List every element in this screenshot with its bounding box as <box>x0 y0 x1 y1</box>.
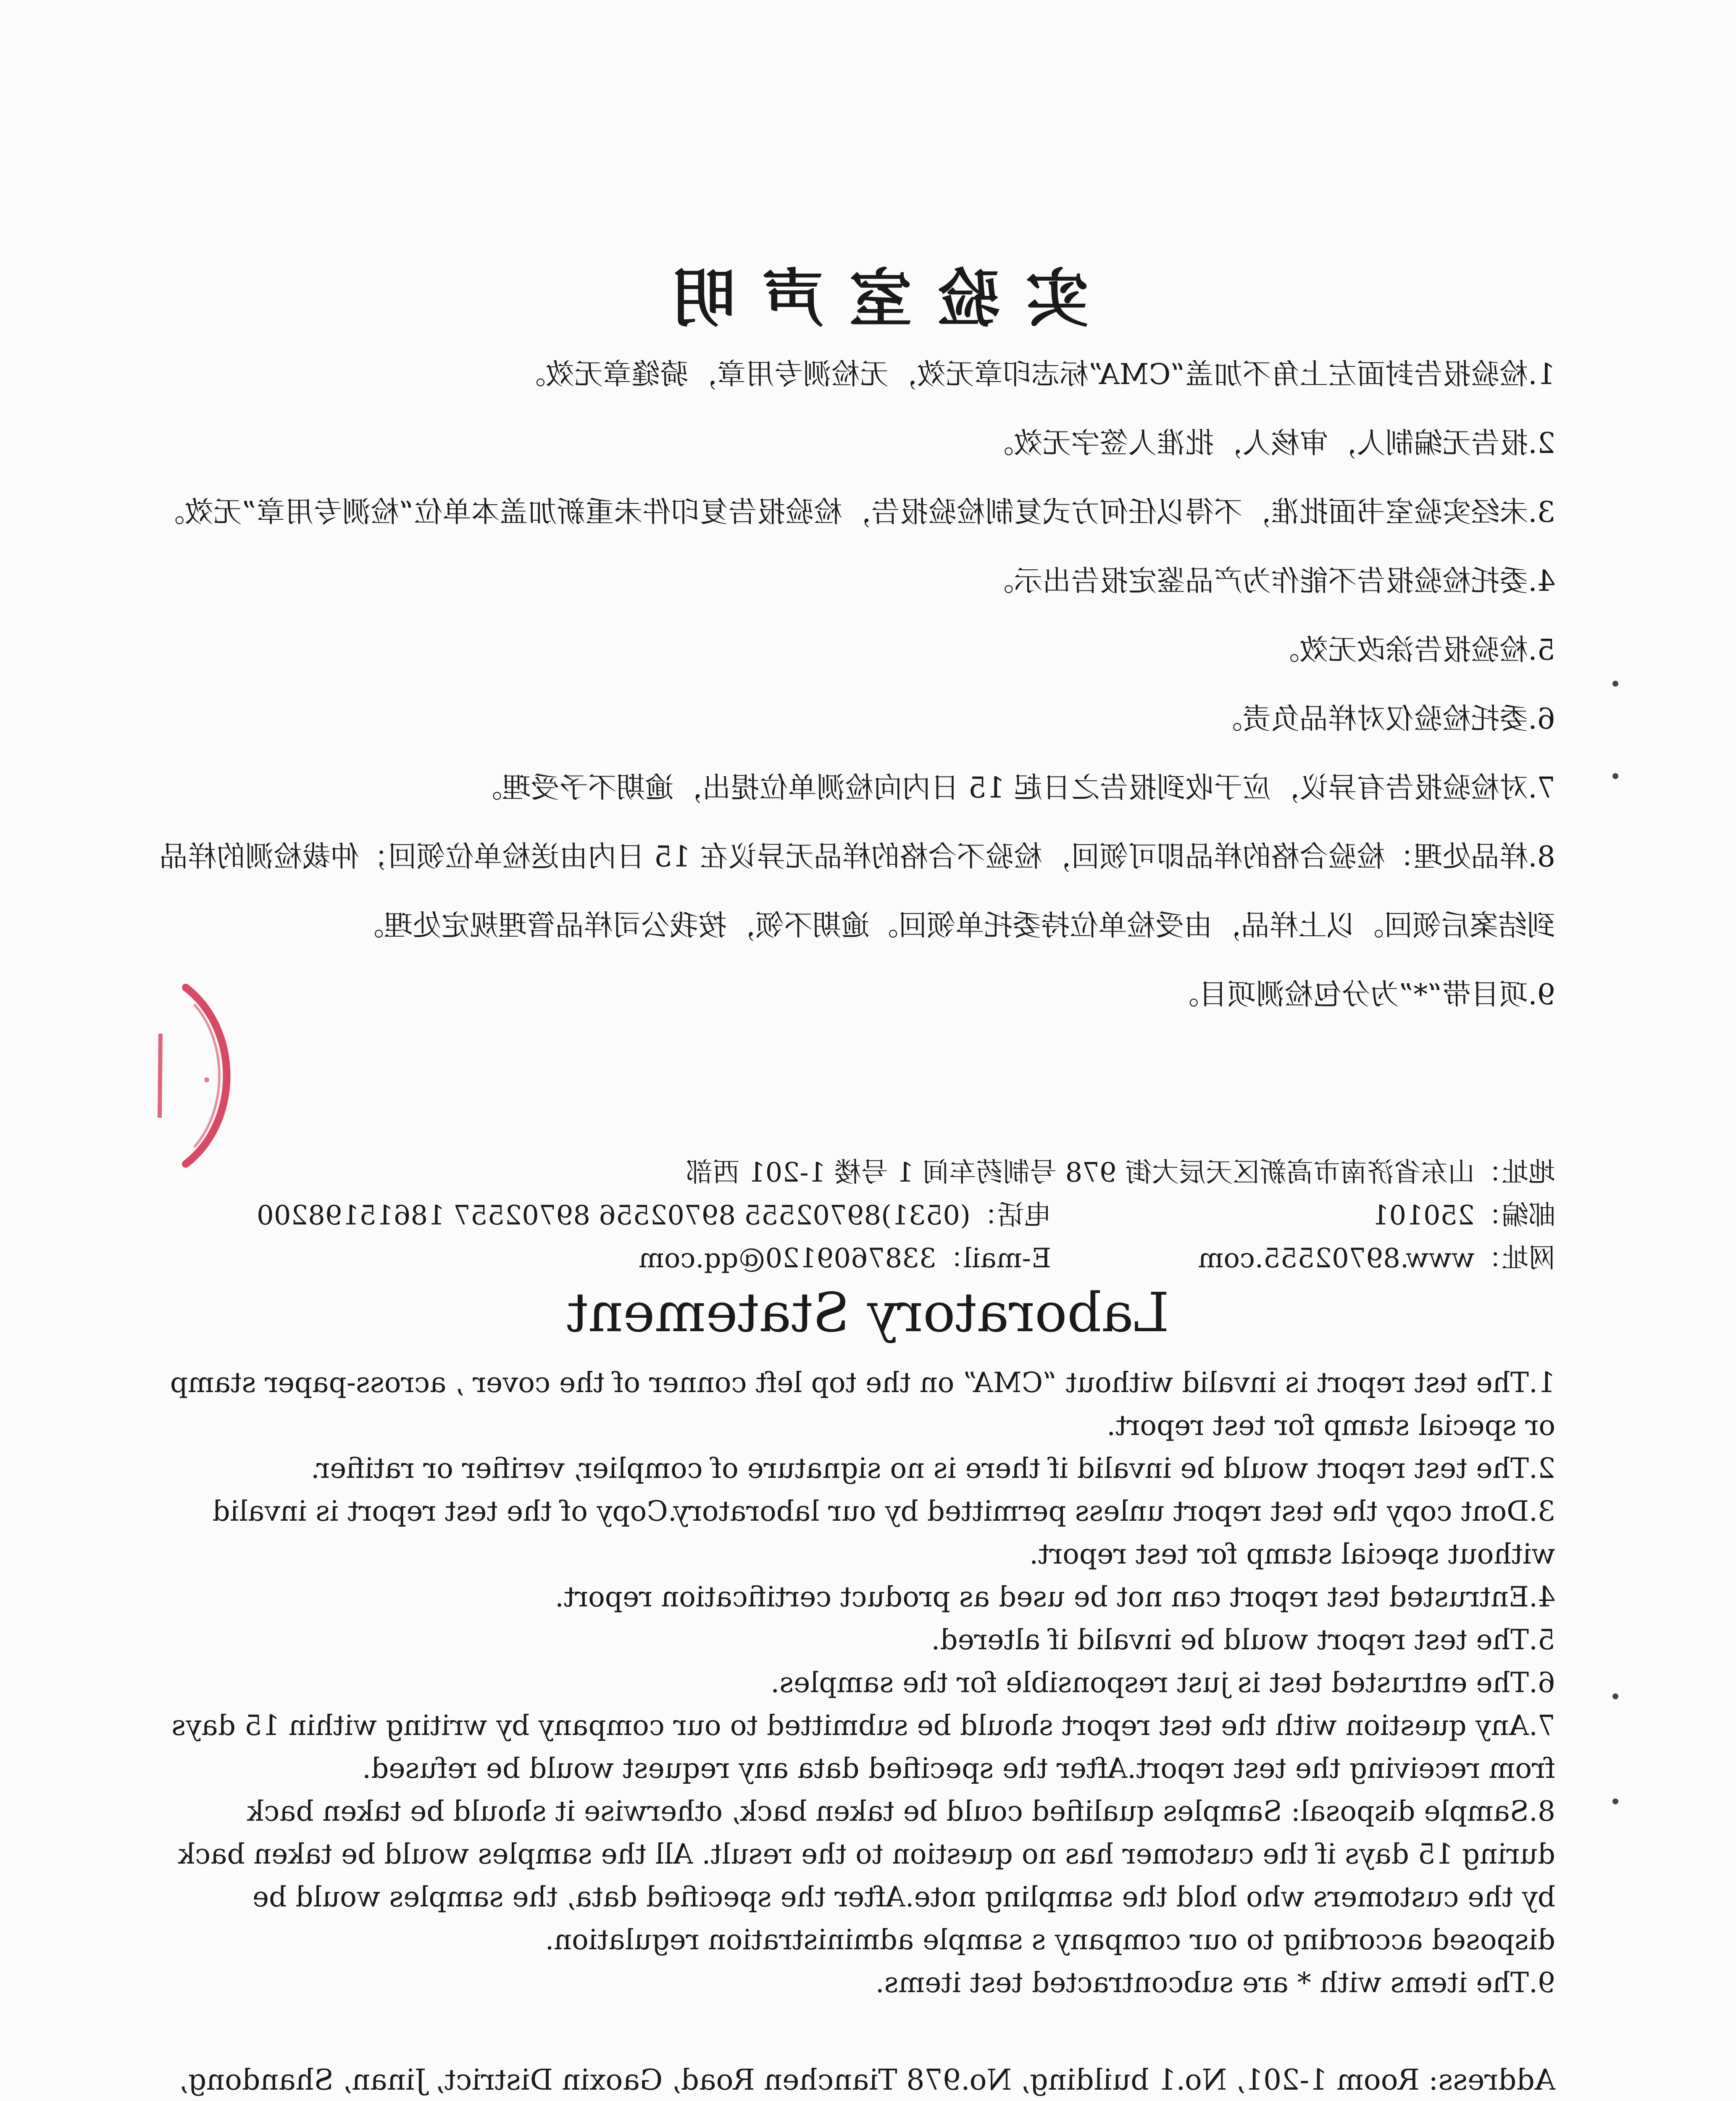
en-item-4: 4.Entrusted test report can not be used as product certification report. <box>555 1581 1555 1613</box>
en-item-2: 2.The test report would be invalid if there is no signature of complier, verifier or ratifier. <box>310 1452 1555 1485</box>
en-contact-block <box>152 2059 1555 2101</box>
margin-dot <box>1612 1693 1618 1699</box>
cn-tel: 电话：(0531)89702555 89702556 89702557 18615198200 <box>257 1200 1051 1231</box>
margin-dot <box>1612 681 1618 687</box>
cn-item-5: 5.检验报告涂改无效。 <box>1271 634 1555 667</box>
en-item-6: 6.The entrusted test is just responsible for the samples. <box>771 1667 1555 1699</box>
en-statement-list <box>152 1361 1555 2004</box>
cn-item-8: 8.样品处理：检验合格的样品即可领回，检验不合格的样品无异议在 15 日内由送检单位领回；仲裁检测的样品到结案后领回。以上样品，由受检单位持委托单领回。逾期不领，按我公司样品管理规定处理。 <box>159 840 1555 943</box>
cn-item-3: 3.未经实验室书面批准，不得以任何方式复制检验报告，检验报告复印件未重新加盖本单位“检测专用章”无效。 <box>156 496 1555 529</box>
cn-web-email-row <box>152 1237 1555 1280</box>
cn-title: 实验室声明 <box>647 262 1089 336</box>
margin-dot <box>1612 1798 1618 1804</box>
cn-item-4: 4.委托检验报告不能作为产品鉴定报告出示。 <box>985 565 1555 598</box>
en-item-7: 7.Any question with the test report should be submitted to our company by writing within 15 days from receiving the test report.After the specified data any request would be refused. <box>171 1709 1555 1785</box>
cn-address: 地址：山东省济南市高新区天辰大街 978 号制药车间 1 号楼 1-201 西部 <box>686 1157 1555 1188</box>
cn-item-7: 7.对检验报告有异议，应于收到报告之日起 15 日内向检测单位提出，逾期不予受理。 <box>473 771 1555 805</box>
cn-email: E-mail：3387609120@qq.com <box>639 1243 1051 1274</box>
cn-item-9: 9.项目带“*”为分包检测项目。 <box>1170 978 1555 1011</box>
en-item-3: 3.Dont copy the test report unless permitted by our laboratory.Copy of the test report is invalid without special stamp for test report. <box>212 1495 1555 1570</box>
cn-postcode-tel-row <box>152 1194 1555 1237</box>
en-title: Laboratory Statement <box>566 1282 1170 1344</box>
en-item-5: 5.The test report would be invalid if altered. <box>931 1624 1555 1656</box>
cn-contact-block <box>152 1151 1555 1280</box>
en-address: Address: Room 1-201, No.1 building, No.978 Tianchen Road, Gaoxin District, Jinan, Shandong, <box>179 2064 1555 2097</box>
cn-item-6: 6.委托检验仅对样品负责。 <box>1214 703 1555 736</box>
cn-item-1: 1.检验报告封面左上角不加盖“CMA”标志印章无效，无检测专用章，骑缝章无效。 <box>517 358 1555 391</box>
cn-statement-list <box>152 340 1555 1029</box>
en-item-1: 1.The test report is invalid without “CMA” on the top left conner of the cover , across-paper stamp or special stamp for test report. <box>170 1366 1555 1442</box>
margin-dot <box>1612 773 1618 779</box>
cn-item-2: 2.报告无编制人，审核人，批准人签字无效。 <box>985 427 1555 460</box>
cn-postcode: 邮编：250101 <box>1372 1200 1555 1231</box>
red-seal-stamp-icon <box>148 979 257 1172</box>
en-item-9: 9.The items with * are subcontracted test items. <box>875 1967 1555 1999</box>
en-item-8: 8.Sample disposal: Samples qualified could be taken back, otherwise it should be taken back during 15 days if the customer has no question to the result. All the samples would be taken back by the customers who hold the sampling note.After the specified data, the samples would be disposed according to our company s sample administration regulation. <box>178 1795 1555 1956</box>
cn-website: 网址：www.89702555.com <box>1198 1243 1555 1274</box>
